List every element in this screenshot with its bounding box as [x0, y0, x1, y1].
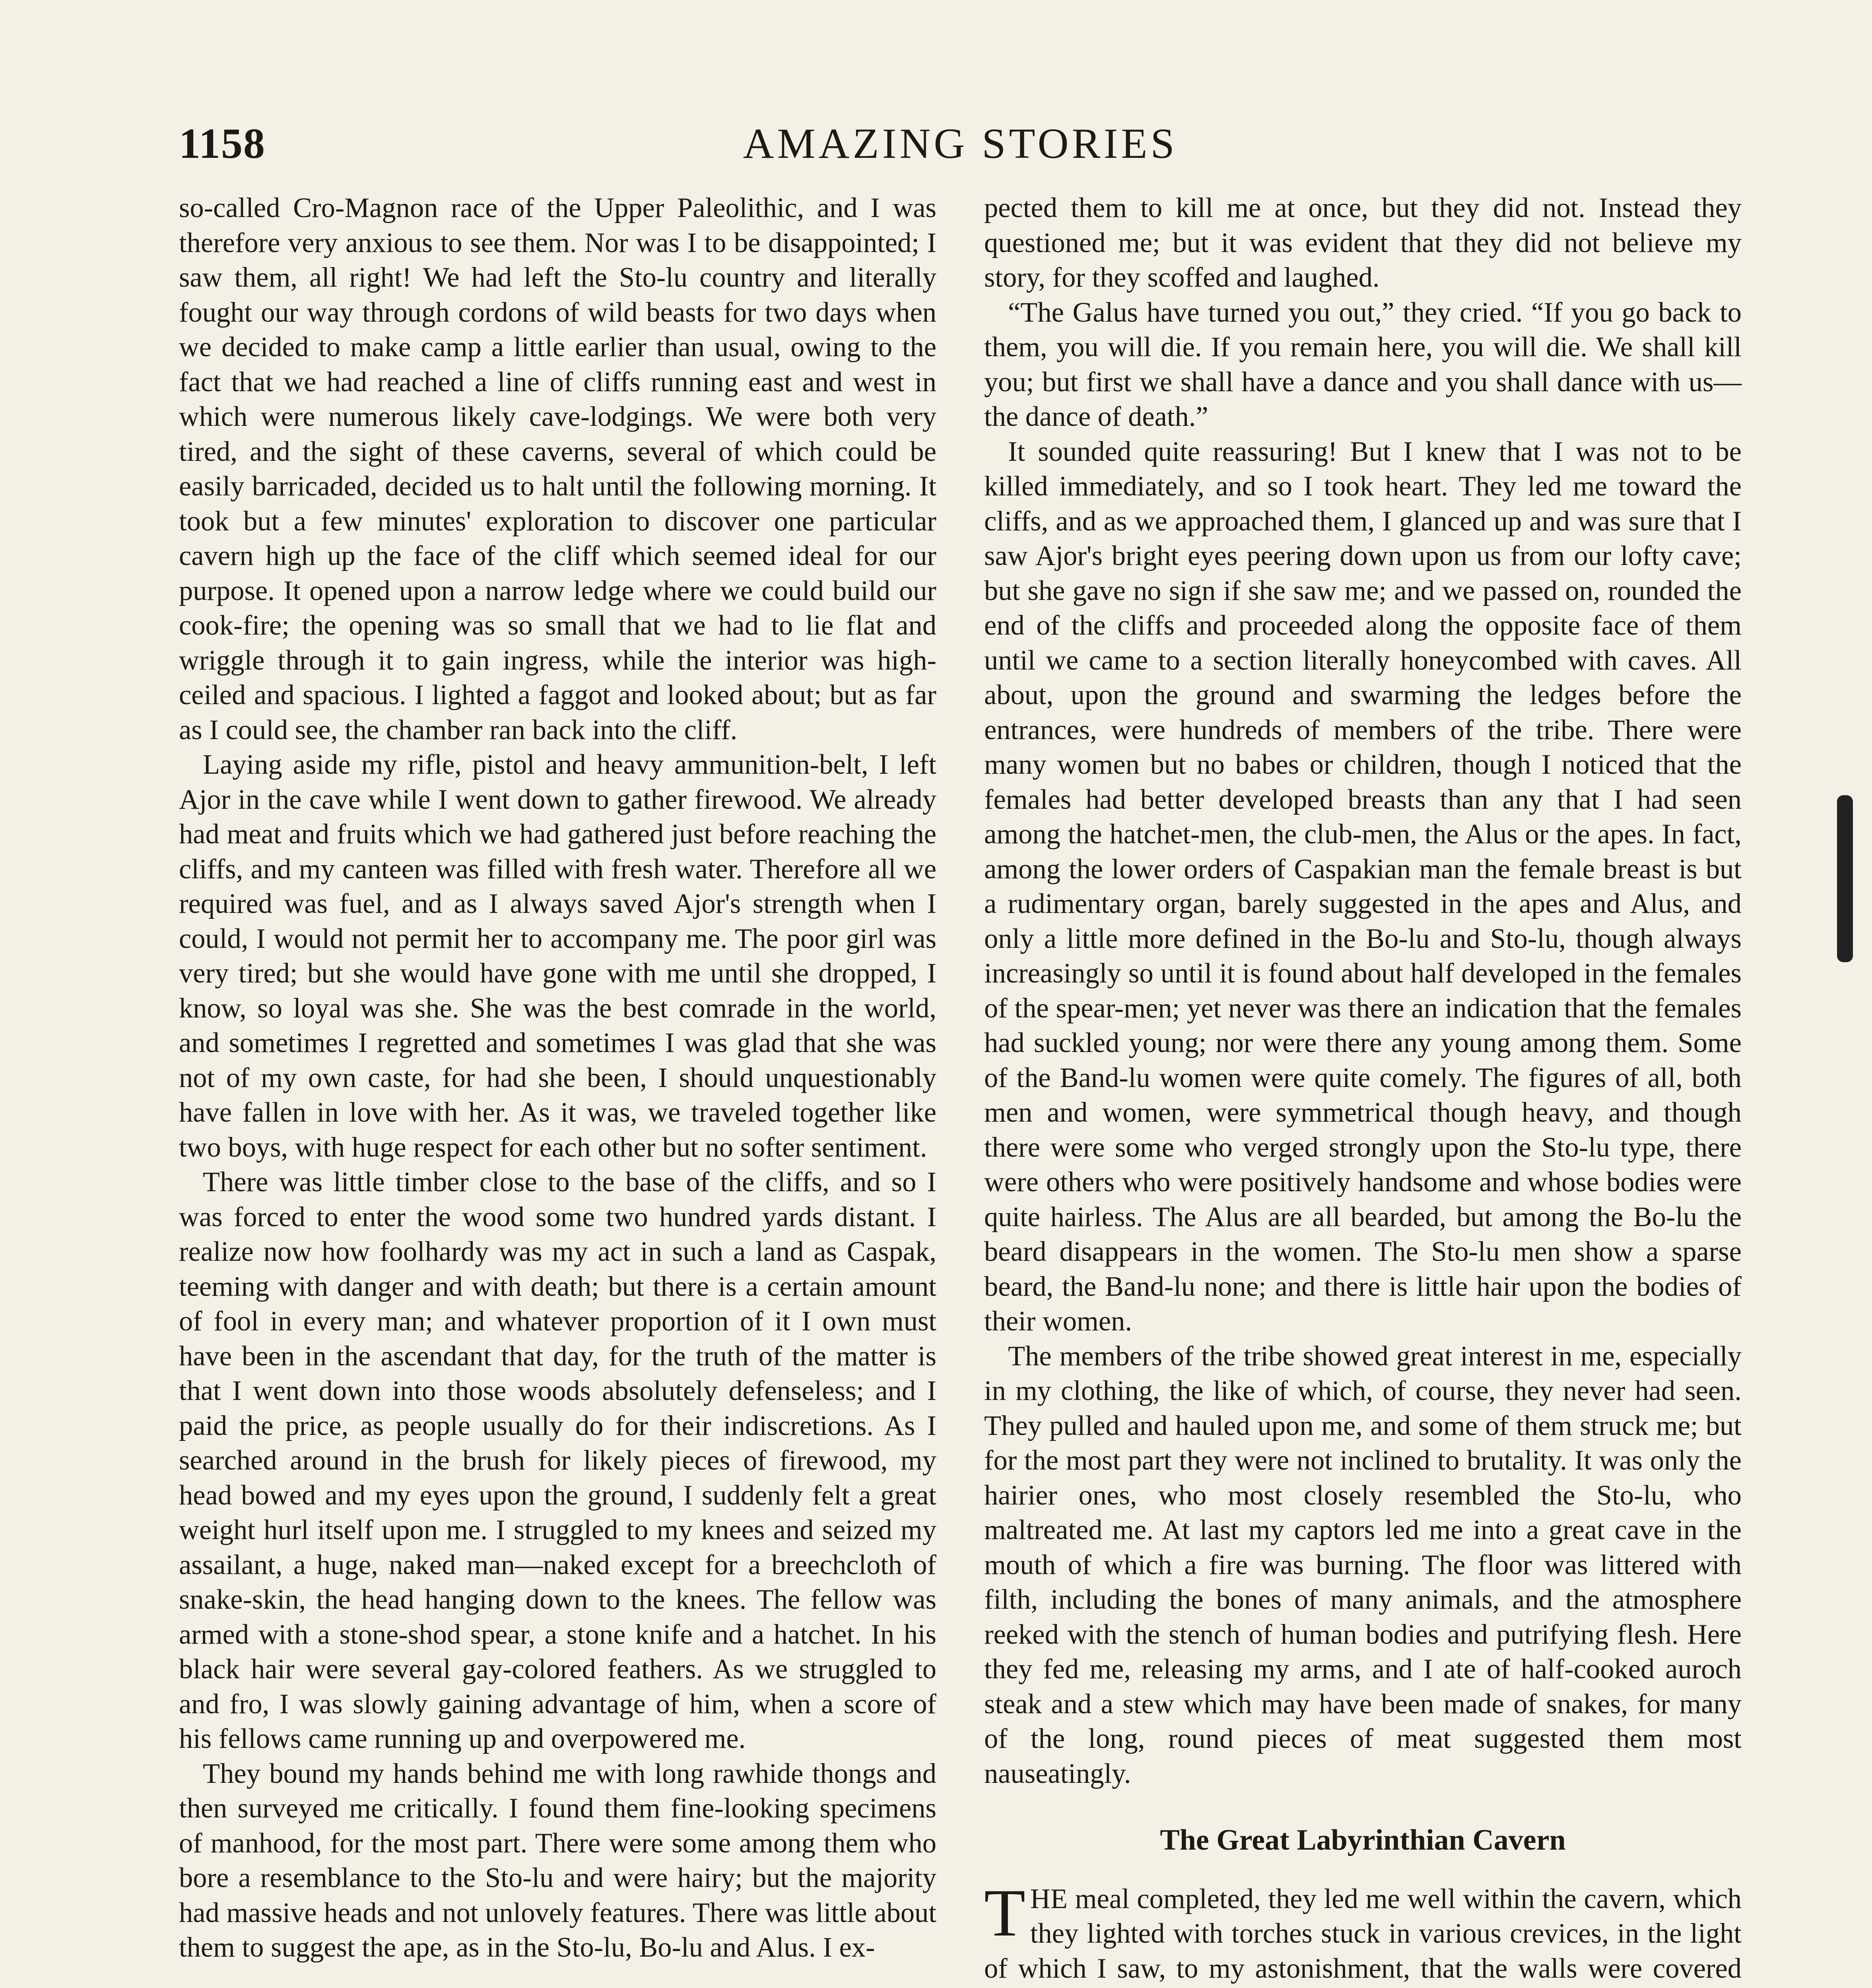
- section-paragraph: THE meal completed, they led me well within the cavern, which they lighted with torches stuck in various crevices, in the light of which I saw, to my astonishment, that the walls were covered: [984, 1875, 1742, 1984]
- left-column: [179, 191, 936, 1965]
- page-header: [179, 119, 1742, 179]
- page-number: 1158: [179, 120, 266, 167]
- paragraph: It sounded quite reassuring! But I knew that I was not to be killed immediately, and so I took heart. They led me toward the cliffs, and as we approached them, I glanced up and was sure that I saw Ajor's bright eyes peering down upon us from our lofty cave; but she gave no sign if she saw me; and we passed on, rounded the end of the cliffs and proceeded along the opposite face of them until we came to a section literally honeycombed with caves. All about, upon the ground and swarming the ledges before the entrances, were hundreds of members of the tribe. There were many women but no babes or children, though I noticed that the females had better developed breasts than any that I had seen among the hatchet-men, the club-men, the Alus or the apes. In fact, among the lower orders of Caspakian man the female breast is but a rudimentary organ, barely suggested in the apes and Alus, and only a little more defined in the Bo-lu and Sto-lu, though always increasingly so until it is found about half developed in the females of the spear-men; yet never was there an indication that the females had suckled young; nor were there any young among them. Some of the Band-lu women were quite comely. The figures of all, both men and women, were symmetrical though heavy, and though there were some who verged strongly upon the Sto-lu type, there were others who were positively handsome and whose bodies were quite hairless. The Alus are all bearded, but among the Bo-lu the beard disappears in the women. The Sto-lu men show a sparse beard, the Band-lu none; and there is little hair upon the bodies of their women.: [984, 436, 1742, 1337]
- section-heading: The Great Labyrinthian Cavern: [1160, 1824, 1566, 1856]
- paragraph: “The Galus have turned you out,” they cried. “If you go back to them, you will die. If you remain here, you will die. We shall kill you; but first we shall have a dance and you shall dance with us—the dance of death.”: [984, 297, 1742, 432]
- paragraph: They bound my hands behind me with long rawhide thongs and then surveyed me critically. I found them fine-looking specimens of manhood, for the most part. There were some among them who bore a resemblance to the Sto-lu and were hairy; but the majority had massive heads and not unlovely features. There was little about them to suggest the ape, as in the Sto-lu, Bo-lu and Alus. I ex-: [179, 1758, 936, 1963]
- paragraph: Laying aside my rifle, pistol and heavy ammunition-belt, I left Ajor in the cave while I went down to gather firewood. We already had meat and fruits which we had gathered just before reaching the cliffs, and my canteen was filled with fresh water. Therefore all we required was fuel, and as I always saved Ajor's strength when I could, I would not permit her to accompany me. The poor girl was very tired; but she would have gone with me until she dropped, I know, so loyal was she. She was the best comrade in the world, and sometimes I regretted and sometimes I was glad that she was not of my own caste, for had she been, I should unquestionably have fallen in love with her. As it was, we traveled together like two boys, with huge respect for each other but no softer sentiment.: [179, 749, 936, 1163]
- scan-ink-mark: [1837, 795, 1853, 962]
- right-column: [984, 191, 1742, 1988]
- paragraph: The members of the tribe showed great interest in me, especially in my clothing, the like of which, of course, they never had seen. They pulled and hauled upon me, and some of them struck me; but for the most part they were not inclined to brutality. It was only the hairier ones, who most closely resembled the Sto-lu, who maltreated me. At last my captors led me into a great cave in the mouth of which a fire was burning. The floor was littered with filth, including the bones of many animals, and the atmosphere reeked with the stench of human bodies and putrifying flesh. Here they fed me, releasing my arms, and I ate of half-cooked auroch steak and a stew which may have been made of snakes, for many of the long, round pieces of meat suggested them most nauseatingly.: [984, 1340, 1742, 1789]
- running-head: AMAZING STORIES: [743, 120, 1178, 167]
- paragraph: There was little timber close to the base of the cliffs, and so I was forced to enter the wood some two hundred yards distant. I realize now how foolhardy was my act in such a land as Caspak, teeming with danger and with death; but there is a certain amount of fool in every man; and whatever proportion of it I own must have been in the ascendant that day, for the truth of the matter is that I went down into those woods absolutely defenseless; and I paid the price, as people usually do for their indiscretions. As I searched around in the brush for likely pieces of firewood, my head bowed and my eyes upon the ground, I suddenly felt a great weight hurl itself upon me. I struggled to my knees and seized my assailant, a huge, naked man—naked except for a breechcloth of snake-skin, the head hanging down to the knees. The fellow was armed with a stone-shod spear, a stone knife and a hatchet. In his black hair were several gay-colored feathers. As we struggled to and fro, I was slowly gaining advantage of him, when a score of his fellows came running up and overpowered me.: [179, 1167, 936, 1754]
- paragraph: pected them to kill me at once, but they did not. Instead they questioned me; but it was evident that they did not believe my story, for they scoffed and laughed.: [984, 192, 1742, 293]
- paragraph: so-called Cro-Magnon race of the Upper Paleolithic, and I was therefore very anxious to see them. Nor was I to be disappointed; I saw them, all right! We had left the Sto-lu country and literally fought our way through cordons of wild beasts for two days when we decided to make camp a little earlier than usual, owing to the fact that we had reached a line of cliffs running east and west in which were numerous likely cave-lodgings. We were both very tired, and the sight of these caverns, several of which could be easily barricaded, decided us to halt until the following morning. It took but a few minutes' exploration to discover one particular cavern high up the face of the cliff which seemed ideal for our purpose. It opened upon a narrow ledge where we could build our cook-fire; the opening was so small that we had to lie flat and wriggle through it to gain ingress, while the interior was high-ceiled and spacious. I lighted a faggot and looked about; but as far as I could see, the chamber ran back into the cliff.: [179, 192, 936, 746]
